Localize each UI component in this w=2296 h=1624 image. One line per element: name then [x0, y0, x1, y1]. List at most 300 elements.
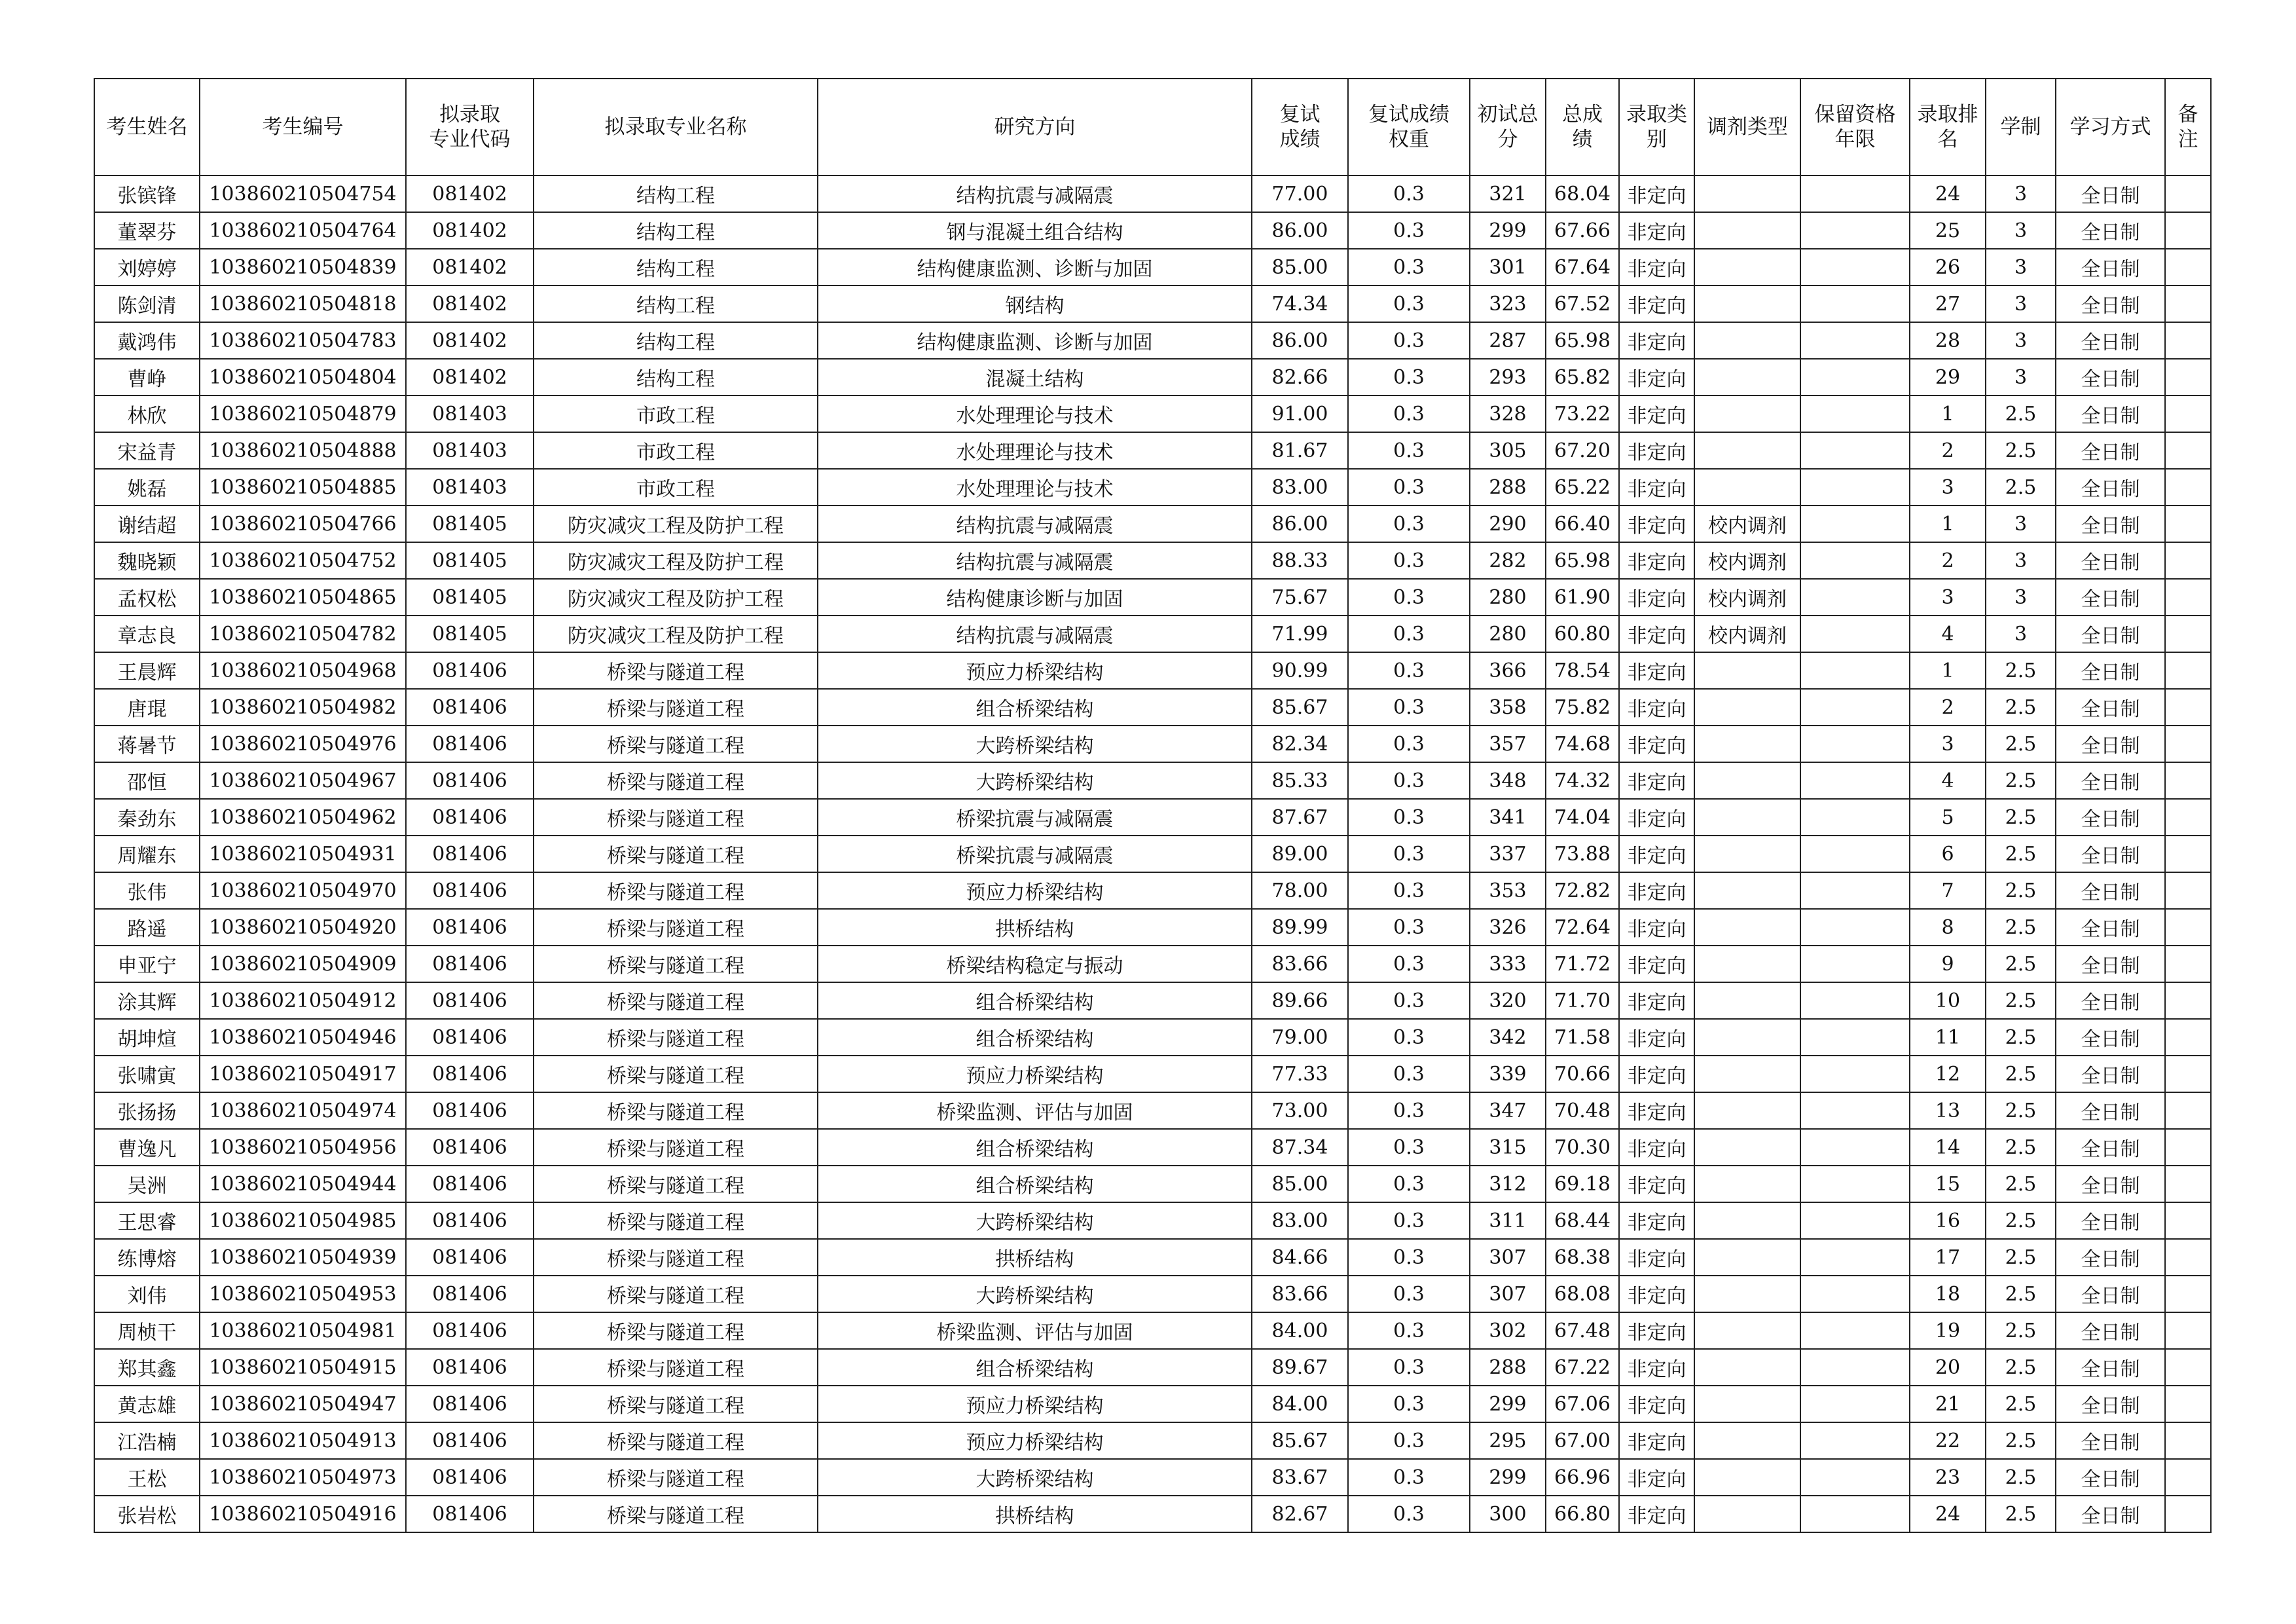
cell-transfer-type — [1694, 946, 1800, 982]
cell-reserve-years — [1800, 359, 1910, 396]
cell-duration: 3 — [1986, 506, 2056, 542]
cell-major-name: 桥梁与隧道工程 — [534, 1386, 818, 1422]
cell-reserve-years — [1800, 1276, 1910, 1312]
cell-candidate-id: 103860210504982 — [200, 689, 406, 726]
col-header-major-code: 拟录取 专业代码 — [406, 79, 534, 175]
cell-study-mode: 全日制 — [2056, 506, 2165, 542]
cell-major-code: 081405 — [406, 616, 534, 652]
cell-study-mode: 全日制 — [2056, 946, 2165, 982]
cell-name: 胡坤煊 — [94, 1019, 200, 1056]
col-header-name: 考生姓名 — [94, 79, 200, 175]
cell-admission-type: 非定向 — [1619, 689, 1694, 726]
cell-remarks — [2165, 432, 2211, 469]
cell-duration: 2.5 — [1986, 982, 2056, 1019]
cell-major-code: 081406 — [406, 762, 534, 799]
cell-retest-weight: 0.3 — [1348, 212, 1470, 249]
table-row — [94, 1386, 2211, 1422]
cell-admission-type: 非定向 — [1619, 1092, 1694, 1129]
cell-study-mode: 全日制 — [2056, 1386, 2165, 1422]
cell-rank: 2 — [1910, 542, 1986, 579]
cell-reserve-years — [1800, 1386, 1910, 1422]
cell-remarks — [2165, 836, 2211, 872]
cell-name: 曹峥 — [94, 359, 200, 396]
cell-transfer-type — [1694, 799, 1800, 836]
cell-major-name: 市政工程 — [534, 469, 818, 506]
cell-major-name: 桥梁与隧道工程 — [534, 799, 818, 836]
cell-major-code: 081406 — [406, 1459, 534, 1496]
cell-remarks — [2165, 1276, 2211, 1312]
cell-candidate-id: 103860210504879 — [200, 396, 406, 432]
cell-research-direction: 结构健康诊断与加固 — [818, 579, 1252, 616]
cell-retest-score: 88.33 — [1252, 542, 1348, 579]
cell-candidate-id: 103860210504953 — [200, 1276, 406, 1312]
table-body — [94, 175, 2211, 1532]
cell-remarks — [2165, 542, 2211, 579]
cell-retest-weight: 0.3 — [1348, 1312, 1470, 1349]
cell-reserve-years — [1800, 946, 1910, 982]
col-header-transfer-type: 调剂类型 — [1694, 79, 1800, 175]
cell-retest-score: 85.33 — [1252, 762, 1348, 799]
cell-research-direction: 预应力桥梁结构 — [818, 872, 1252, 909]
cell-retest-score: 85.67 — [1252, 689, 1348, 726]
cell-name: 秦劲东 — [94, 799, 200, 836]
cell-major-name: 桥梁与隧道工程 — [534, 1129, 818, 1166]
col-header-major-name: 拟录取专业名称 — [534, 79, 818, 175]
cell-name: 郑其鑫 — [94, 1349, 200, 1386]
cell-initial-score: 323 — [1470, 286, 1546, 322]
cell-duration: 2.5 — [1986, 836, 2056, 872]
cell-candidate-id: 103860210504885 — [200, 469, 406, 506]
cell-major-code: 081406 — [406, 1129, 534, 1166]
cell-candidate-id: 103860210504782 — [200, 616, 406, 652]
cell-major-code: 081406 — [406, 1496, 534, 1532]
cell-rank: 13 — [1910, 1092, 1986, 1129]
cell-admission-type: 非定向 — [1619, 1019, 1694, 1056]
cell-rank: 15 — [1910, 1166, 1986, 1202]
cell-admission-type: 非定向 — [1619, 1459, 1694, 1496]
cell-remarks — [2165, 1056, 2211, 1092]
cell-initial-score: 342 — [1470, 1019, 1546, 1056]
cell-initial-score: 301 — [1470, 249, 1546, 286]
cell-rank: 26 — [1910, 249, 1986, 286]
cell-initial-score: 302 — [1470, 1312, 1546, 1349]
cell-major-name: 桥梁与隧道工程 — [534, 1056, 818, 1092]
table-row — [94, 1129, 2211, 1166]
table-row — [94, 1422, 2211, 1459]
cell-reserve-years — [1800, 762, 1910, 799]
cell-rank: 10 — [1910, 982, 1986, 1019]
cell-transfer-type: 校内调剂 — [1694, 542, 1800, 579]
cell-study-mode: 全日制 — [2056, 1276, 2165, 1312]
cell-retest-score: 89.99 — [1252, 909, 1348, 946]
cell-duration: 3 — [1986, 542, 2056, 579]
cell-duration: 2.5 — [1986, 1019, 2056, 1056]
cell-reserve-years — [1800, 799, 1910, 836]
cell-major-name: 桥梁与隧道工程 — [534, 1349, 818, 1386]
cell-name: 涂其辉 — [94, 982, 200, 1019]
cell-retest-score: 89.66 — [1252, 982, 1348, 1019]
cell-major-code: 081402 — [406, 359, 534, 396]
cell-total-score: 72.64 — [1546, 909, 1619, 946]
cell-research-direction: 拱桥结构 — [818, 1496, 1252, 1532]
cell-major-code: 081402 — [406, 175, 534, 212]
cell-major-name: 市政工程 — [534, 432, 818, 469]
cell-duration: 3 — [1986, 359, 2056, 396]
cell-admission-type: 非定向 — [1619, 872, 1694, 909]
cell-research-direction: 预应力桥梁结构 — [818, 1422, 1252, 1459]
cell-rank: 7 — [1910, 872, 1986, 909]
cell-initial-score: 288 — [1470, 469, 1546, 506]
cell-retest-weight: 0.3 — [1348, 909, 1470, 946]
cell-major-code: 081405 — [406, 506, 534, 542]
cell-candidate-id: 103860210504968 — [200, 652, 406, 689]
cell-initial-score: 280 — [1470, 579, 1546, 616]
cell-retest-score: 91.00 — [1252, 396, 1348, 432]
cell-remarks — [2165, 762, 2211, 799]
cell-research-direction: 桥梁监测、评估与加固 — [818, 1092, 1252, 1129]
cell-reserve-years — [1800, 689, 1910, 726]
cell-major-name: 防灾减灾工程及防护工程 — [534, 542, 818, 579]
cell-major-name: 桥梁与隧道工程 — [534, 1239, 818, 1276]
cell-remarks — [2165, 982, 2211, 1019]
cell-total-score: 68.44 — [1546, 1202, 1619, 1239]
cell-research-direction: 结构抗震与减隔震 — [818, 542, 1252, 579]
cell-total-score: 70.48 — [1546, 1092, 1619, 1129]
cell-rank: 1 — [1910, 506, 1986, 542]
cell-name: 张啸寅 — [94, 1056, 200, 1092]
cell-admission-type: 非定向 — [1619, 1312, 1694, 1349]
cell-admission-type: 非定向 — [1619, 286, 1694, 322]
cell-research-direction: 大跨桥梁结构 — [818, 1276, 1252, 1312]
cell-name: 孟权松 — [94, 579, 200, 616]
cell-candidate-id: 103860210504981 — [200, 1312, 406, 1349]
col-header-admission-type: 录取类 别 — [1619, 79, 1694, 175]
cell-candidate-id: 103860210504764 — [200, 212, 406, 249]
cell-duration: 3 — [1986, 579, 2056, 616]
cell-admission-type: 非定向 — [1619, 762, 1694, 799]
cell-retest-weight: 0.3 — [1348, 982, 1470, 1019]
cell-name: 黄志雄 — [94, 1386, 200, 1422]
cell-reserve-years — [1800, 322, 1910, 359]
cell-name: 刘婷婷 — [94, 249, 200, 286]
cell-research-direction: 结构抗震与减隔震 — [818, 175, 1252, 212]
cell-name: 练博熔 — [94, 1239, 200, 1276]
cell-candidate-id: 103860210504766 — [200, 506, 406, 542]
cell-admission-type: 非定向 — [1619, 836, 1694, 872]
cell-candidate-id: 103860210504754 — [200, 175, 406, 212]
cell-total-score: 78.54 — [1546, 652, 1619, 689]
cell-initial-score: 288 — [1470, 1349, 1546, 1386]
cell-rank: 4 — [1910, 762, 1986, 799]
cell-reserve-years — [1800, 652, 1910, 689]
cell-total-score: 68.04 — [1546, 175, 1619, 212]
cell-reserve-years — [1800, 909, 1910, 946]
table-row — [94, 212, 2211, 249]
cell-retest-weight: 0.3 — [1348, 469, 1470, 506]
table-row — [94, 1239, 2211, 1276]
cell-retest-score: 85.00 — [1252, 249, 1348, 286]
cell-major-code: 081406 — [406, 836, 534, 872]
cell-major-code: 081406 — [406, 1312, 534, 1349]
cell-name: 刘伟 — [94, 1276, 200, 1312]
cell-total-score: 66.40 — [1546, 506, 1619, 542]
cell-initial-score: 358 — [1470, 689, 1546, 726]
cell-research-direction: 拱桥结构 — [818, 1239, 1252, 1276]
cell-retest-weight: 0.3 — [1348, 762, 1470, 799]
cell-retest-score: 85.00 — [1252, 1166, 1348, 1202]
cell-research-direction: 预应力桥梁结构 — [818, 1386, 1252, 1422]
cell-research-direction: 组合桥梁结构 — [818, 1166, 1252, 1202]
cell-study-mode: 全日制 — [2056, 322, 2165, 359]
cell-retest-weight: 0.3 — [1348, 396, 1470, 432]
cell-remarks — [2165, 726, 2211, 762]
cell-duration: 2.5 — [1986, 432, 2056, 469]
cell-major-code: 081406 — [406, 1239, 534, 1276]
cell-major-name: 桥梁与隧道工程 — [534, 689, 818, 726]
cell-duration: 3 — [1986, 322, 2056, 359]
cell-major-code: 081406 — [406, 689, 534, 726]
cell-name: 魏晓颖 — [94, 542, 200, 579]
cell-total-score: 65.98 — [1546, 322, 1619, 359]
cell-total-score: 61.90 — [1546, 579, 1619, 616]
col-header-study-mode: 学习方式 — [2056, 79, 2165, 175]
cell-retest-weight: 0.3 — [1348, 1239, 1470, 1276]
cell-total-score: 67.66 — [1546, 212, 1619, 249]
cell-admission-type: 非定向 — [1619, 1349, 1694, 1386]
cell-admission-type: 非定向 — [1619, 1496, 1694, 1532]
cell-total-score: 69.18 — [1546, 1166, 1619, 1202]
cell-remarks — [2165, 249, 2211, 286]
cell-remarks — [2165, 1496, 2211, 1532]
cell-retest-weight: 0.3 — [1348, 1019, 1470, 1056]
cell-rank: 1 — [1910, 652, 1986, 689]
cell-reserve-years — [1800, 1496, 1910, 1532]
cell-retest-weight: 0.3 — [1348, 1092, 1470, 1129]
cell-name: 谢结超 — [94, 506, 200, 542]
table-row — [94, 322, 2211, 359]
cell-admission-type: 非定向 — [1619, 212, 1694, 249]
cell-candidate-id: 103860210504804 — [200, 359, 406, 396]
cell-remarks — [2165, 1019, 2211, 1056]
cell-major-code: 081406 — [406, 1349, 534, 1386]
cell-major-code: 081406 — [406, 1092, 534, 1129]
cell-name: 姚磊 — [94, 469, 200, 506]
cell-retest-score: 82.66 — [1252, 359, 1348, 396]
cell-transfer-type — [1694, 1239, 1800, 1276]
cell-name: 林欣 — [94, 396, 200, 432]
cell-reserve-years — [1800, 506, 1910, 542]
cell-rank: 12 — [1910, 1056, 1986, 1092]
cell-major-name: 桥梁与隧道工程 — [534, 946, 818, 982]
cell-study-mode: 全日制 — [2056, 1056, 2165, 1092]
table-row — [94, 1202, 2211, 1239]
cell-retest-score: 83.00 — [1252, 1202, 1348, 1239]
cell-study-mode: 全日制 — [2056, 1202, 2165, 1239]
cell-reserve-years — [1800, 175, 1910, 212]
cell-admission-type: 非定向 — [1619, 359, 1694, 396]
col-header-candidate-id: 考生编号 — [200, 79, 406, 175]
col-header-reserve-years: 保留资格 年限 — [1800, 79, 1910, 175]
cell-major-name: 桥梁与隧道工程 — [534, 1422, 818, 1459]
cell-rank: 2 — [1910, 432, 1986, 469]
cell-name: 张伟 — [94, 872, 200, 909]
cell-study-mode: 全日制 — [2056, 1349, 2165, 1386]
cell-study-mode: 全日制 — [2056, 689, 2165, 726]
cell-reserve-years — [1800, 1092, 1910, 1129]
cell-candidate-id: 103860210504888 — [200, 432, 406, 469]
cell-transfer-type: 校内调剂 — [1694, 579, 1800, 616]
table-row — [94, 1092, 2211, 1129]
cell-reserve-years — [1800, 212, 1910, 249]
cell-name: 王松 — [94, 1459, 200, 1496]
cell-major-name: 市政工程 — [534, 396, 818, 432]
cell-total-score: 68.38 — [1546, 1239, 1619, 1276]
cell-major-code: 081406 — [406, 1056, 534, 1092]
cell-study-mode: 全日制 — [2056, 249, 2165, 286]
cell-transfer-type — [1694, 1459, 1800, 1496]
cell-transfer-type — [1694, 1422, 1800, 1459]
cell-admission-type: 非定向 — [1619, 1239, 1694, 1276]
cell-research-direction: 钢结构 — [818, 286, 1252, 322]
cell-research-direction: 水处理理论与技术 — [818, 396, 1252, 432]
cell-major-code: 081406 — [406, 982, 534, 1019]
cell-remarks — [2165, 322, 2211, 359]
cell-research-direction: 组合桥梁结构 — [818, 1129, 1252, 1166]
cell-major-name: 结构工程 — [534, 322, 818, 359]
cell-retest-score: 90.99 — [1252, 652, 1348, 689]
cell-remarks — [2165, 1312, 2211, 1349]
cell-admission-type: 非定向 — [1619, 432, 1694, 469]
cell-study-mode: 全日制 — [2056, 469, 2165, 506]
cell-admission-type: 非定向 — [1619, 1129, 1694, 1166]
table-row — [94, 799, 2211, 836]
table-row — [94, 542, 2211, 579]
cell-rank: 9 — [1910, 946, 1986, 982]
cell-initial-score: 348 — [1470, 762, 1546, 799]
cell-total-score: 70.30 — [1546, 1129, 1619, 1166]
col-header-remarks: 备 注 — [2165, 79, 2211, 175]
cell-duration: 2.5 — [1986, 689, 2056, 726]
cell-rank: 21 — [1910, 1386, 1986, 1422]
cell-candidate-id: 103860210504973 — [200, 1459, 406, 1496]
cell-research-direction: 结构抗震与减隔震 — [818, 506, 1252, 542]
cell-remarks — [2165, 1459, 2211, 1496]
cell-retest-score: 84.00 — [1252, 1312, 1348, 1349]
cell-candidate-id: 103860210504920 — [200, 909, 406, 946]
cell-reserve-years — [1800, 982, 1910, 1019]
cell-initial-score: 311 — [1470, 1202, 1546, 1239]
table-row — [94, 909, 2211, 946]
cell-total-score: 67.00 — [1546, 1422, 1619, 1459]
cell-research-direction: 组合桥梁结构 — [818, 982, 1252, 1019]
cell-retest-score: 83.00 — [1252, 469, 1348, 506]
cell-major-code: 081406 — [406, 872, 534, 909]
cell-name: 张扬扬 — [94, 1092, 200, 1129]
cell-major-code: 081402 — [406, 286, 534, 322]
cell-total-score: 73.88 — [1546, 836, 1619, 872]
cell-study-mode: 全日制 — [2056, 286, 2165, 322]
cell-reserve-years — [1800, 872, 1910, 909]
cell-total-score: 67.64 — [1546, 249, 1619, 286]
cell-remarks — [2165, 1349, 2211, 1386]
cell-duration: 2.5 — [1986, 1349, 2056, 1386]
cell-duration: 2.5 — [1986, 799, 2056, 836]
cell-rank: 20 — [1910, 1349, 1986, 1386]
cell-total-score: 74.04 — [1546, 799, 1619, 836]
cell-retest-score: 79.00 — [1252, 1019, 1348, 1056]
cell-study-mode: 全日制 — [2056, 542, 2165, 579]
cell-transfer-type: 校内调剂 — [1694, 616, 1800, 652]
cell-major-name: 桥梁与隧道工程 — [534, 1312, 818, 1349]
cell-duration: 2.5 — [1986, 1312, 2056, 1349]
cell-candidate-id: 103860210504946 — [200, 1019, 406, 1056]
cell-candidate-id: 103860210504818 — [200, 286, 406, 322]
cell-name: 张镔锋 — [94, 175, 200, 212]
cell-major-code: 081405 — [406, 579, 534, 616]
header-row — [94, 79, 2211, 175]
cell-study-mode: 全日制 — [2056, 579, 2165, 616]
table-row — [94, 872, 2211, 909]
cell-admission-type: 非定向 — [1619, 396, 1694, 432]
cell-retest-weight: 0.3 — [1348, 249, 1470, 286]
cell-reserve-years — [1800, 1239, 1910, 1276]
cell-transfer-type — [1694, 762, 1800, 799]
table-row — [94, 1349, 2211, 1386]
cell-duration: 3 — [1986, 249, 2056, 286]
cell-total-score: 73.22 — [1546, 396, 1619, 432]
cell-remarks — [2165, 652, 2211, 689]
cell-reserve-years — [1800, 469, 1910, 506]
cell-initial-score: 299 — [1470, 1386, 1546, 1422]
cell-reserve-years — [1800, 836, 1910, 872]
cell-study-mode: 全日制 — [2056, 1019, 2165, 1056]
cell-retest-weight: 0.3 — [1348, 1129, 1470, 1166]
table-row — [94, 175, 2211, 212]
cell-remarks — [2165, 1202, 2211, 1239]
cell-transfer-type — [1694, 726, 1800, 762]
cell-research-direction: 桥梁抗震与减隔震 — [818, 836, 1252, 872]
cell-initial-score: 293 — [1470, 359, 1546, 396]
cell-transfer-type — [1694, 1312, 1800, 1349]
cell-initial-score: 341 — [1470, 799, 1546, 836]
cell-rank: 5 — [1910, 799, 1986, 836]
cell-duration: 2.5 — [1986, 1459, 2056, 1496]
cell-major-code: 081403 — [406, 432, 534, 469]
cell-retest-weight: 0.3 — [1348, 286, 1470, 322]
cell-remarks — [2165, 212, 2211, 249]
cell-candidate-id: 103860210504956 — [200, 1129, 406, 1166]
cell-remarks — [2165, 1422, 2211, 1459]
cell-major-code: 081406 — [406, 1202, 534, 1239]
cell-retest-weight: 0.3 — [1348, 1276, 1470, 1312]
cell-major-name: 桥梁与隧道工程 — [534, 652, 818, 689]
cell-admission-type: 非定向 — [1619, 909, 1694, 946]
cell-candidate-id: 103860210504917 — [200, 1056, 406, 1092]
cell-total-score: 67.20 — [1546, 432, 1619, 469]
cell-total-score: 72.82 — [1546, 872, 1619, 909]
cell-candidate-id: 103860210504865 — [200, 579, 406, 616]
cell-transfer-type — [1694, 1019, 1800, 1056]
cell-name: 邵恒 — [94, 762, 200, 799]
cell-reserve-years — [1800, 432, 1910, 469]
cell-major-name: 桥梁与隧道工程 — [534, 1019, 818, 1056]
cell-retest-score: 71.99 — [1252, 616, 1348, 652]
cell-remarks — [2165, 1129, 2211, 1166]
cell-retest-score: 89.00 — [1252, 836, 1348, 872]
cell-admission-type: 非定向 — [1619, 726, 1694, 762]
cell-retest-score: 81.67 — [1252, 432, 1348, 469]
cell-retest-weight: 0.3 — [1348, 1496, 1470, 1532]
